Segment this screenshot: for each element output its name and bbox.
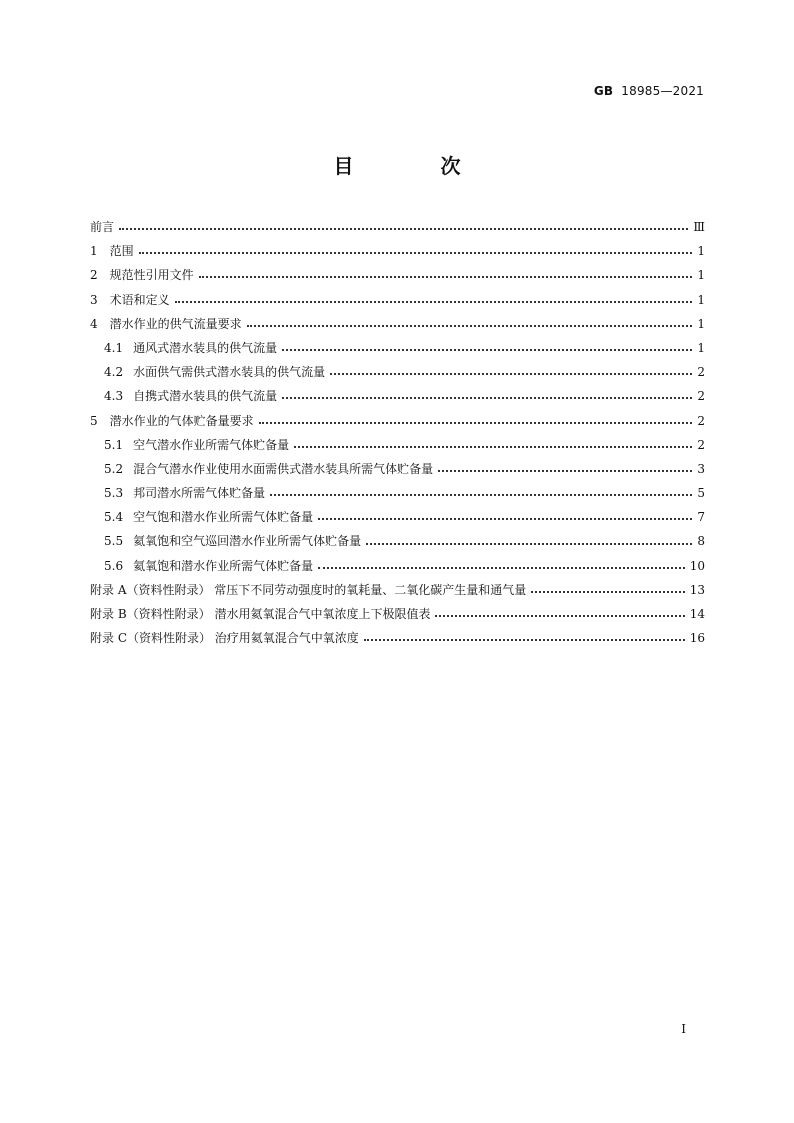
toc-entry-page: 8	[697, 534, 705, 549]
toc-leader-dots	[199, 276, 692, 278]
toc-leader-dots	[364, 639, 685, 641]
toc-entry-title: 邦司潜水所需气体贮备量	[133, 486, 266, 501]
toc-leader-dots	[318, 518, 692, 520]
toc-entry[interactable]	[90, 215, 705, 239]
toc-entry[interactable]	[90, 554, 705, 578]
toc-leader-dots	[294, 446, 692, 448]
toc-entry-page: 2	[697, 437, 705, 452]
toc-entry-number: 5.6	[104, 558, 124, 573]
toc-entry-number: 5.3	[104, 486, 124, 501]
toc-entry-page: 3	[697, 461, 705, 476]
toc-entry-page: 1	[697, 340, 705, 355]
toc-entry[interactable]	[90, 457, 705, 481]
toc-entry-number: 4.3	[104, 389, 124, 404]
page-title: 目 次	[333, 154, 501, 178]
toc-entry[interactable]	[90, 336, 705, 360]
toc-entry-title: 术语和定义	[109, 292, 170, 307]
toc-entry[interactable]	[90, 288, 705, 312]
toc-entry-number: 5.1	[104, 437, 124, 452]
toc-leader-dots	[330, 373, 692, 375]
toc-entry-page: 5	[697, 486, 705, 501]
toc-entry[interactable]	[90, 409, 705, 433]
toc-leader-dots	[435, 615, 684, 617]
toc-entry-page: 1	[697, 244, 705, 259]
toc-entry-page: 16	[689, 631, 705, 646]
toc-entry-title: 空气潜水作业所需气体贮备量	[133, 437, 290, 452]
toc-entry[interactable]	[90, 505, 705, 529]
toc-entry-title: 范围	[109, 244, 134, 259]
toc-entry[interactable]	[90, 312, 705, 336]
toc-entry-title: 附录 C（资料性附录） 治疗用氦氧混合气中氧浓度	[90, 631, 359, 646]
toc-entry[interactable]	[90, 384, 705, 408]
toc-entry-number: 1	[90, 244, 98, 259]
toc-entry-number: 5.4	[104, 510, 124, 525]
toc-entry-number: 4.2	[104, 365, 124, 380]
toc-entry[interactable]	[90, 360, 705, 384]
toc-entry-title: 空气饱和潜水作业所需气体贮备量	[133, 510, 314, 525]
toc-entry-page: 1	[697, 268, 705, 283]
toc-leader-dots	[282, 349, 692, 351]
toc-entry[interactable]	[90, 263, 705, 287]
toc-leader-dots	[175, 301, 692, 303]
toc-entry-page: 10	[689, 558, 705, 573]
toc-leader-dots	[270, 494, 692, 496]
toc-entry-title: 自携式潜水装具的供气流量	[133, 389, 278, 404]
toc-entry-title: 氦氧饱和空气巡回潜水作业所需气体贮备量	[133, 534, 362, 549]
toc-entry-title: 潜水作业的供气流量要求	[109, 316, 242, 331]
page-number: I	[681, 1022, 686, 1036]
toc-entry-number: 2	[90, 268, 98, 283]
toc-entry-page: 1	[697, 316, 705, 331]
toc-leader-dots	[438, 470, 692, 472]
toc-entry-title: 潜水作业的气体贮备量要求	[109, 413, 254, 428]
toc-entry-number: 4	[90, 316, 98, 331]
toc-entry[interactable]	[90, 602, 705, 626]
toc-leader-dots	[318, 567, 685, 569]
toc-leader-dots	[366, 543, 692, 545]
toc-leader-dots	[139, 252, 692, 254]
toc-leader-dots	[531, 591, 684, 593]
toc-entry-page: 2	[697, 365, 705, 380]
toc-leader-dots	[282, 397, 692, 399]
toc-entry-page: 1	[697, 292, 705, 307]
toc-entry-number: 5.5	[104, 534, 124, 549]
toc-leader-dots	[259, 422, 692, 424]
toc-entry-page: 2	[697, 389, 705, 404]
toc-entry[interactable]	[90, 578, 705, 602]
toc-entry-number: 3	[90, 292, 98, 307]
toc-entry-number: 5.2	[104, 461, 124, 476]
toc-entry-number: 5	[90, 413, 98, 428]
toc-leader-dots	[119, 228, 688, 230]
toc-entry[interactable]	[90, 529, 705, 553]
toc-entry-title: 附录 A（资料性附录） 常压下不同劳动强度时的氧耗量、二氧化碳产生量和通气量	[90, 582, 527, 597]
toc-entry-title: 前言	[90, 220, 115, 234]
standard-prefix: GB	[593, 84, 614, 98]
standard-number: 18985—2021	[621, 84, 704, 98]
toc-entry-page: 14	[689, 607, 705, 621]
toc-entry[interactable]	[90, 239, 705, 263]
toc-entry-title: 水面供气需供式潜水装具的供气流量	[133, 365, 326, 380]
toc-entry-title: 规范性引用文件	[109, 268, 194, 283]
toc-entry-page: Ⅲ	[693, 220, 705, 234]
toc-entry-title: 附录 B（资料性附录） 潜水用氦氧混合气中氧浓度上下极限值表	[90, 607, 431, 621]
toc-entry-page: 7	[697, 510, 705, 525]
table-of-contents	[90, 215, 705, 650]
toc-entry[interactable]	[90, 433, 705, 457]
toc-entry-title: 氦氧饱和潜水作业所需气体贮备量	[133, 558, 314, 573]
toc-entry-title: 通风式潜水装具的供气流量	[133, 340, 278, 355]
toc-leader-dots	[247, 325, 692, 327]
standard-code	[594, 84, 704, 98]
toc-entry-page: 13	[689, 582, 705, 597]
toc-entry-number: 4.1	[104, 340, 124, 355]
toc-entry-title: 混合气潜水作业使用水面需供式潜水装具所需气体贮备量	[133, 461, 434, 476]
toc-entry[interactable]	[90, 626, 705, 650]
toc-entry-page: 2	[697, 413, 705, 428]
toc-entry[interactable]	[90, 481, 705, 505]
